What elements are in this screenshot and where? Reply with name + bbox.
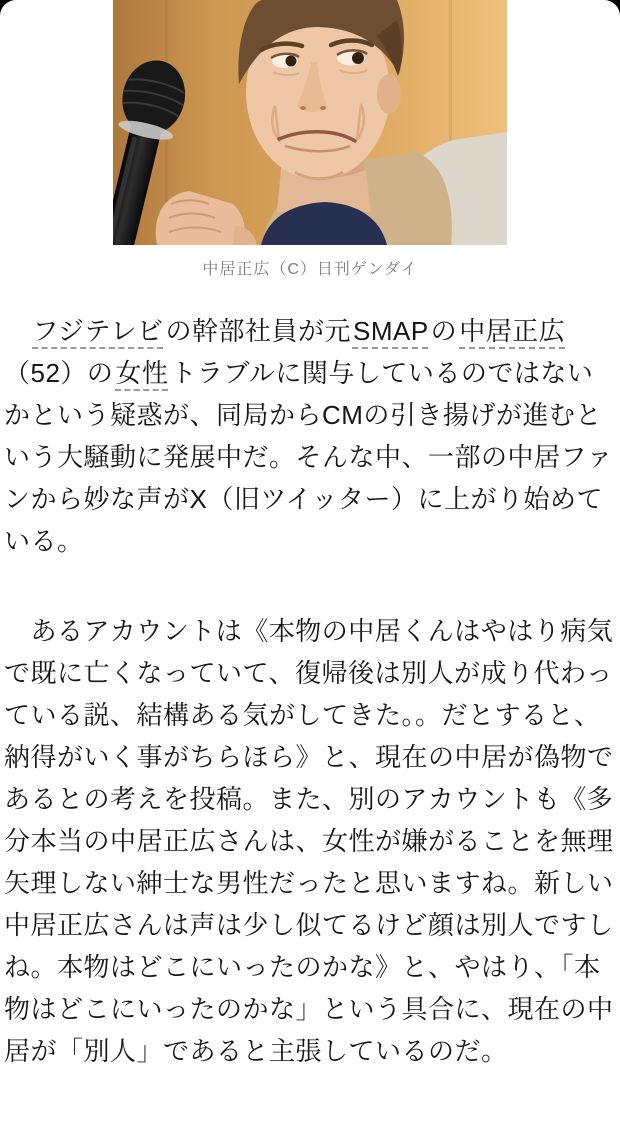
keyword-link[interactable]: 女性 <box>115 358 169 388</box>
article-photo <box>113 0 507 245</box>
text-run: の <box>430 316 458 346</box>
article-photo-figure <box>0 0 620 281</box>
text-run: （52）の <box>4 358 114 388</box>
photo-illustration <box>113 0 507 245</box>
text-run <box>4 316 31 346</box>
text-run: の幹部社員が元 <box>165 316 351 346</box>
article-paragraph <box>4 610 616 1072</box>
article-body <box>0 310 620 1072</box>
article-paragraph <box>4 310 616 562</box>
keyword-link[interactable]: SMAP <box>352 316 429 346</box>
keyword-link[interactable]: 中居正広 <box>459 316 566 346</box>
text-run: あるアカウントは《本物の中居くんはやはり病気で既に亡くなっていて、復帰後は別人が成り代わっている説、結構ある気がしてきた。。だとすると、納得がいく事がちらほら》と、現在の中居が偽物であるとの考えを投稿。また、別のアカウントも《多分本当の中居正広さんは、女性が嫌がることを無理矢理しない紳士な男性だったと思いますね。新しい中居正広さんは声は少し似てるけど顔は別人ですしね。本物はどこにいったのかな》と、やはり、「本物はどこにいったのかな」という具合に、現在の中居が「別人」であると主張しているのだ。 <box>4 616 614 1066</box>
text-run: トラブルに関与しているのではないかという疑惑が、同局からCMの引き揚げが進むという大騒動に発展中だ。そんな中、一部の中居ファンから妙な声がX（旧ツイッター）に上がり始めている。 <box>4 358 613 556</box>
keyword-link[interactable]: フジテレビ <box>32 316 164 346</box>
photo-caption: 中居正広（C）日刊ゲンダイ <box>202 261 418 278</box>
